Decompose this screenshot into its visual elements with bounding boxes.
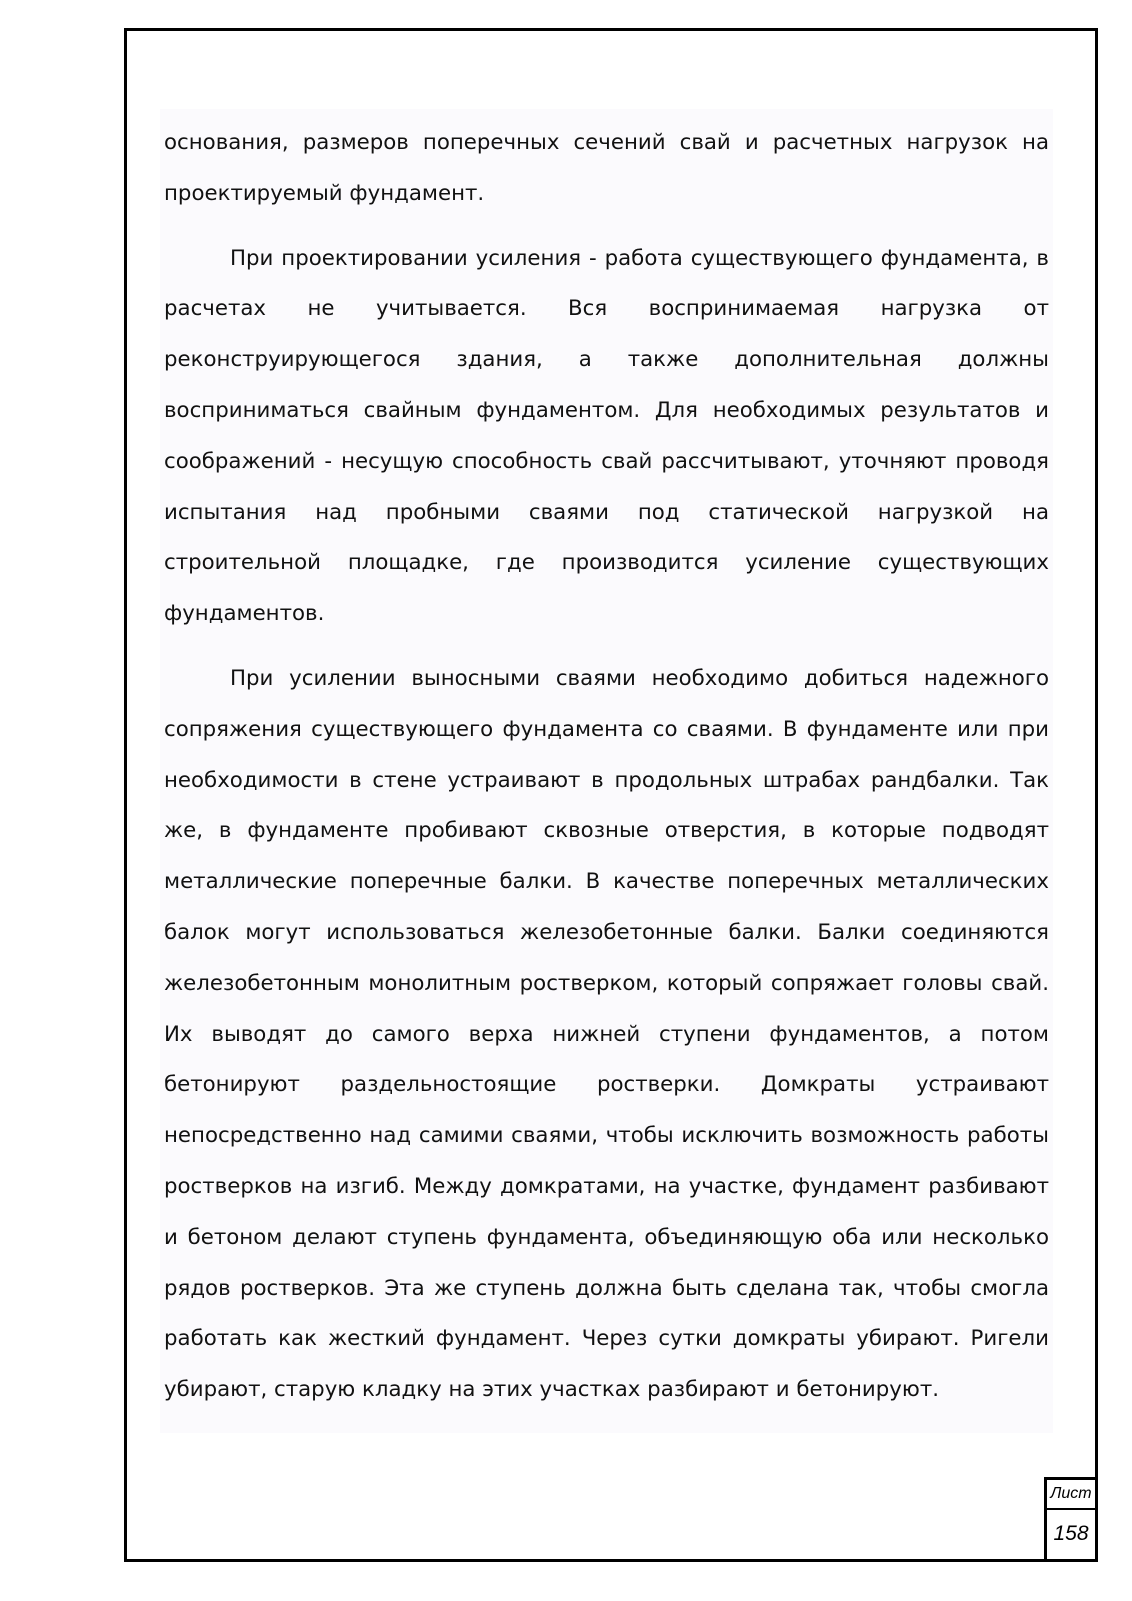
paragraph-reinforcement-design: При проектировании усиления - работа существующего фундамента, в расчетах не учитывается. Вся воспринимаемая нагрузка от реконструирующегося здания, а также дополнительная должны восприниматься свайным фундаментом. Для необходимых результатов и соображений - несущую способность свай рассчитывают, уточняют проводя испытания над пробными сваями под статической нагрузкой на строительной площадке, где производится усиление существующих фундаментов. <box>164 245 1049 627</box>
sheet-number-box <box>1044 1477 1098 1562</box>
sheet-number: 158 <box>1053 1522 1089 1545</box>
paragraph-continued: основания, размеров поперечных сечений свай и расчетных нагрузок на проектируемый фундамент. <box>164 130 1049 206</box>
sheet-label: Лист <box>1047 1480 1095 1510</box>
body-text <box>160 109 1053 1433</box>
paragraph-remote-piles: При усилении выносными сваями необходимо добиться надежного сопряжения существующего фундамента со сваями. В фундаменте или при необходимости в стене устраивают в продольных штрабах рандбалки. Так же, в фундаменте пробивают сквозные отверстия, в которые подводят металлические поперечные балки. В качестве поперечных металлических балок могут использоваться железобетонные балки. Балки соединяются железобетонным монолитным ростверком, который сопряжает головы свай. Их выводят до самого верха нижней ступени фундаментов, а потом бетонируют раздельностоящие ростверки. Домкраты устраивают непосредственно над самими сваями, чтобы исключить возможность работы ростверков на изгиб. Между домкратами, на участке, фундамент разбивают и бетоном делают ступень фундамента, объединяющую оба или несколько рядов ростверков. Эта же ступень должна быть сделана так, чтобы смогла работать как жесткий фундамент. Через сутки домкраты убирают. Ригели убирают, старую кладку на этих участках разбирают и бетонируют. <box>164 665 1049 1403</box>
